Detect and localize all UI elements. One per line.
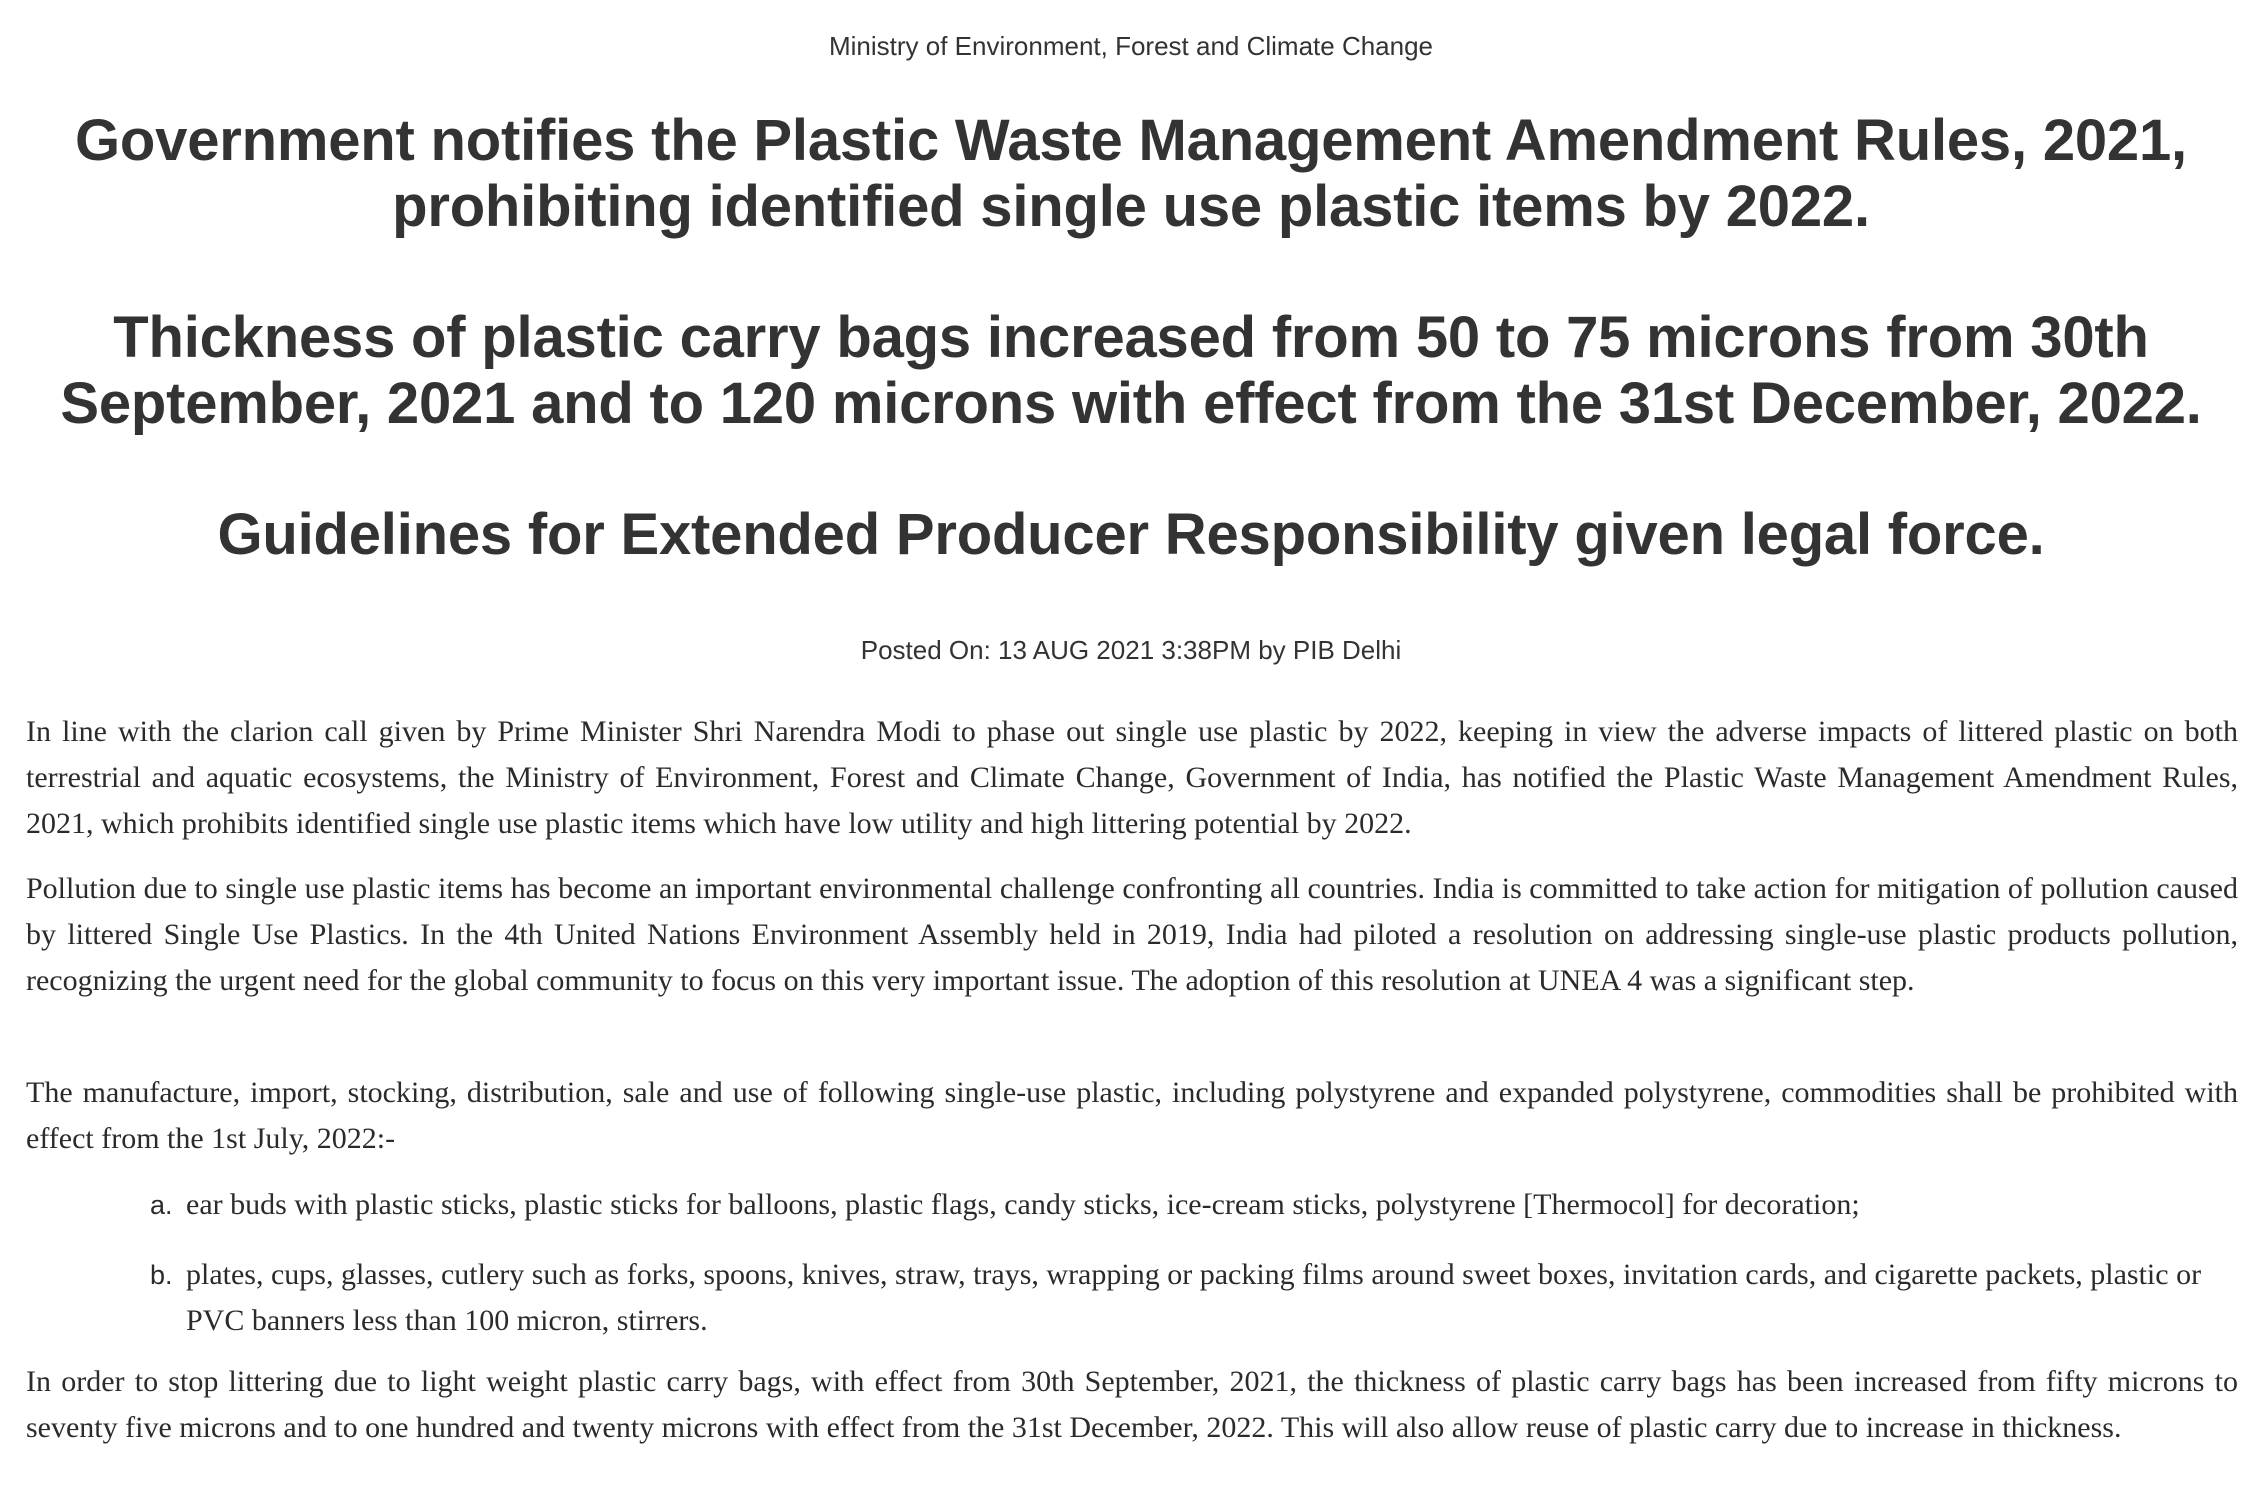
posted-on-line: Posted On: 13 AUG 2021 3:38PM by PIB Delhi: [860, 635, 1402, 665]
headline-epr: Guidelines for Extended Producer Responsibility given legal force.: [217, 502, 2045, 567]
list-item-text: plates, cups, glasses, cutlery such as forks, spoons, knives, straw, trays, wrapping or packing films around sweet boxes, invitation cards, and cigarette packets, plastic or PVC banners less than 100 micron, stirrers.: [186, 1258, 2202, 1337]
paragraph-prohibition: The manufacture, import, stocking, distribution, sale and use of following single-use plastic, including polystyrene and expanded polystyrene, commodities shall be prohibited with effect from the 1st July, 2022:-: [26, 1076, 2238, 1155]
list-item: [150, 1182, 2238, 1228]
headline-main: Government notifies the Plastic Waste Management Amendment Rules, 2021, prohibiting identified single use plastic items by 2022.: [75, 108, 2187, 239]
list-item-text: ear buds with plastic sticks, plastic sticks for balloons, plastic flags, candy sticks, ice-cream sticks, polystyrene [Thermocol] for decoration;: [186, 1188, 1860, 1221]
headline-thickness: Thickness of plastic carry bags increased from 50 to 75 microns from 30th September, 2021 and to 120 microns with effect from the 31st December, 2022.: [60, 305, 2202, 436]
list-marker: a.: [150, 1190, 173, 1220]
list-marker: b.: [150, 1260, 173, 1290]
prohibited-items-list: [150, 1182, 2238, 1368]
paragraph-intro: In line with the clarion call given by Prime Minister Shri Narendra Modi to phase out single use plastic by 2022, keeping in view the adverse impacts of littered plastic on both terrestrial and aquatic ecosystems, the Ministry of Environment, Forest and Climate Change, Government of India, has notified the Plastic Waste Management Amendment Rules, 2021, which prohibits identified single use plastic items which have low utility and high littering potential by 2022.: [26, 715, 2238, 840]
ministry-name: Ministry of Environment, Forest and Climate Change: [828, 31, 1434, 61]
paragraph-carry-bags: In order to stop littering due to light weight plastic carry bags, with effect from 30th September, 2021, the thickness of plastic carry bags has been increased from fifty microns to seventy five microns and to one hundred and twenty microns with effect from the 31st December, 2022. This will also allow reuse of plastic carry due to increase in thickness.: [26, 1365, 2238, 1444]
paragraph-pollution: Pollution due to single use plastic items has become an important environmental challenge confronting all countries. India is committed to take action for mitigation of pollution caused by littered Single Use Plastics. In the 4th United Nations Environment Assembly held in 2019, India had piloted a resolution on addressing single-use plastic products pollution, recognizing the urgent need for the global community to focus on this very important issue. The adoption of this resolution at UNEA 4 was a significant step.: [26, 872, 2238, 997]
list-item: [150, 1252, 2238, 1344]
